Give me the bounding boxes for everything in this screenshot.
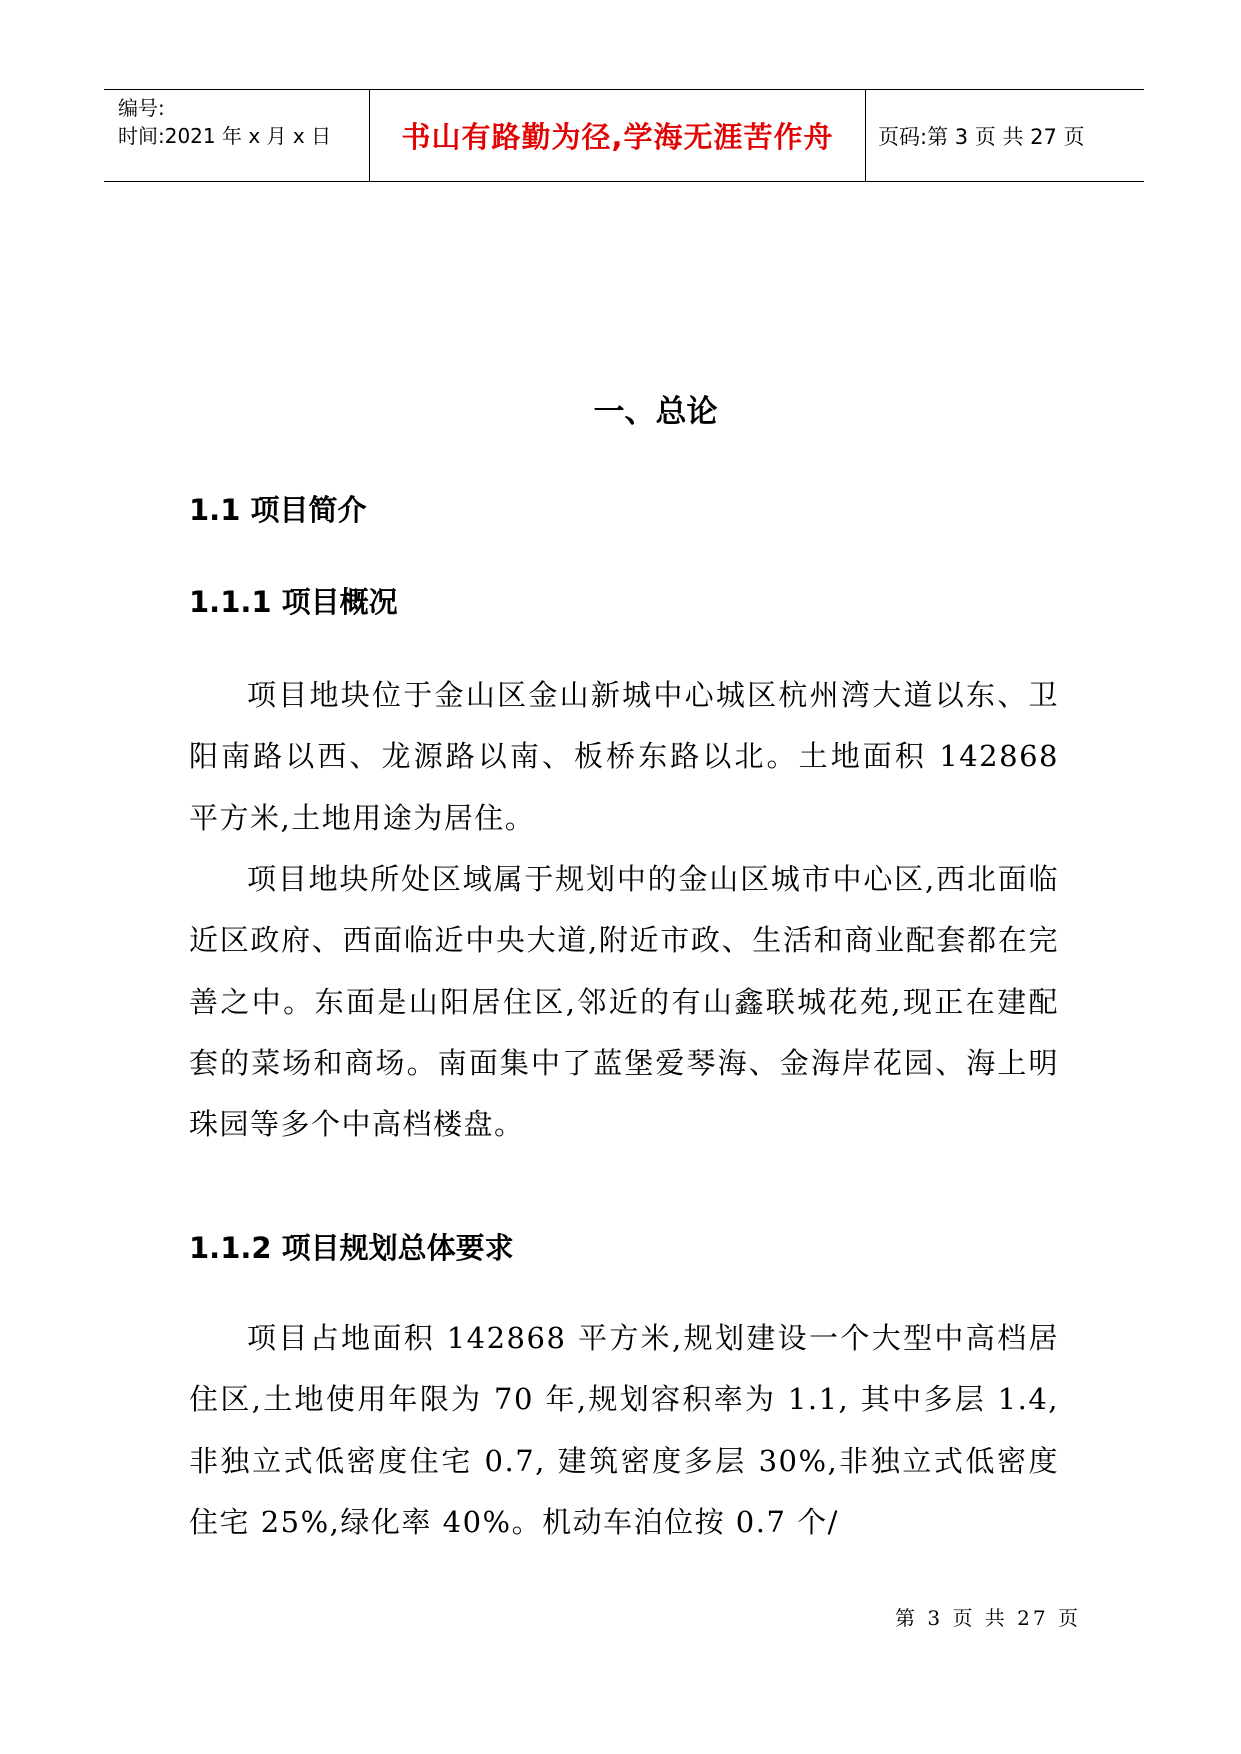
paragraph-location: 项目地块位于金山区金山新城中心城区杭州湾大道以东、卫阳南路以西、龙源路以南、板桥东路以北。土地面积 142868 平方米,土地用途为居住。	[189, 678, 1059, 835]
paragraph-surroundings: 项目地块所处区域属于规划中的金山区城市中心区,西北面临近区政府、西面临近中央大道,附近市政、生活和商业配套都在完善之中。东面是山阳居住区,邻近的有山鑫联城花苑,现正在建配套的菜场和商场。南面集中了蓝堡爱琴海、金海岸花园、海上明珠园等多个中高档楼盘。	[189, 862, 1059, 1142]
header-motto-cell	[369, 90, 866, 181]
serial-number-label: 编号:	[118, 96, 165, 120]
paragraph-planning: 项目占地面积 142868 平方米,规划建设一个大型中高档居住区,土地使用年限为 70 年,规划容积率为 1.1, 其中多层 1.4, 非独立式低密度住宅 0.7, 建筑密度多层 30%,非独立式低密度住宅 25%,绿化率 40%。机动车泊位按 0.7 个/	[189, 1321, 1059, 1539]
header-meta	[104, 90, 369, 181]
chapter-title: 一、总论	[593, 394, 718, 430]
date-label: 时间:2021 年 x 月 x 日	[118, 124, 332, 148]
page-header	[104, 89, 1144, 182]
motto-text: 书山有路勤为径,学海无涯苦作舟	[401, 120, 834, 154]
page-footer: 第 3 页 共 27 页	[895, 1606, 1081, 1630]
page-info-text: 页码:第 3 页 共 27 页	[878, 124, 1085, 149]
header-page-info	[866, 90, 1144, 181]
section-heading-1-1: 1.1 项目简介	[189, 493, 367, 527]
section-heading-1-1-1: 1.1.1 项目概况	[189, 585, 398, 619]
section-heading-1-1-2: 1.1.2 项目规划总体要求	[189, 1231, 514, 1265]
